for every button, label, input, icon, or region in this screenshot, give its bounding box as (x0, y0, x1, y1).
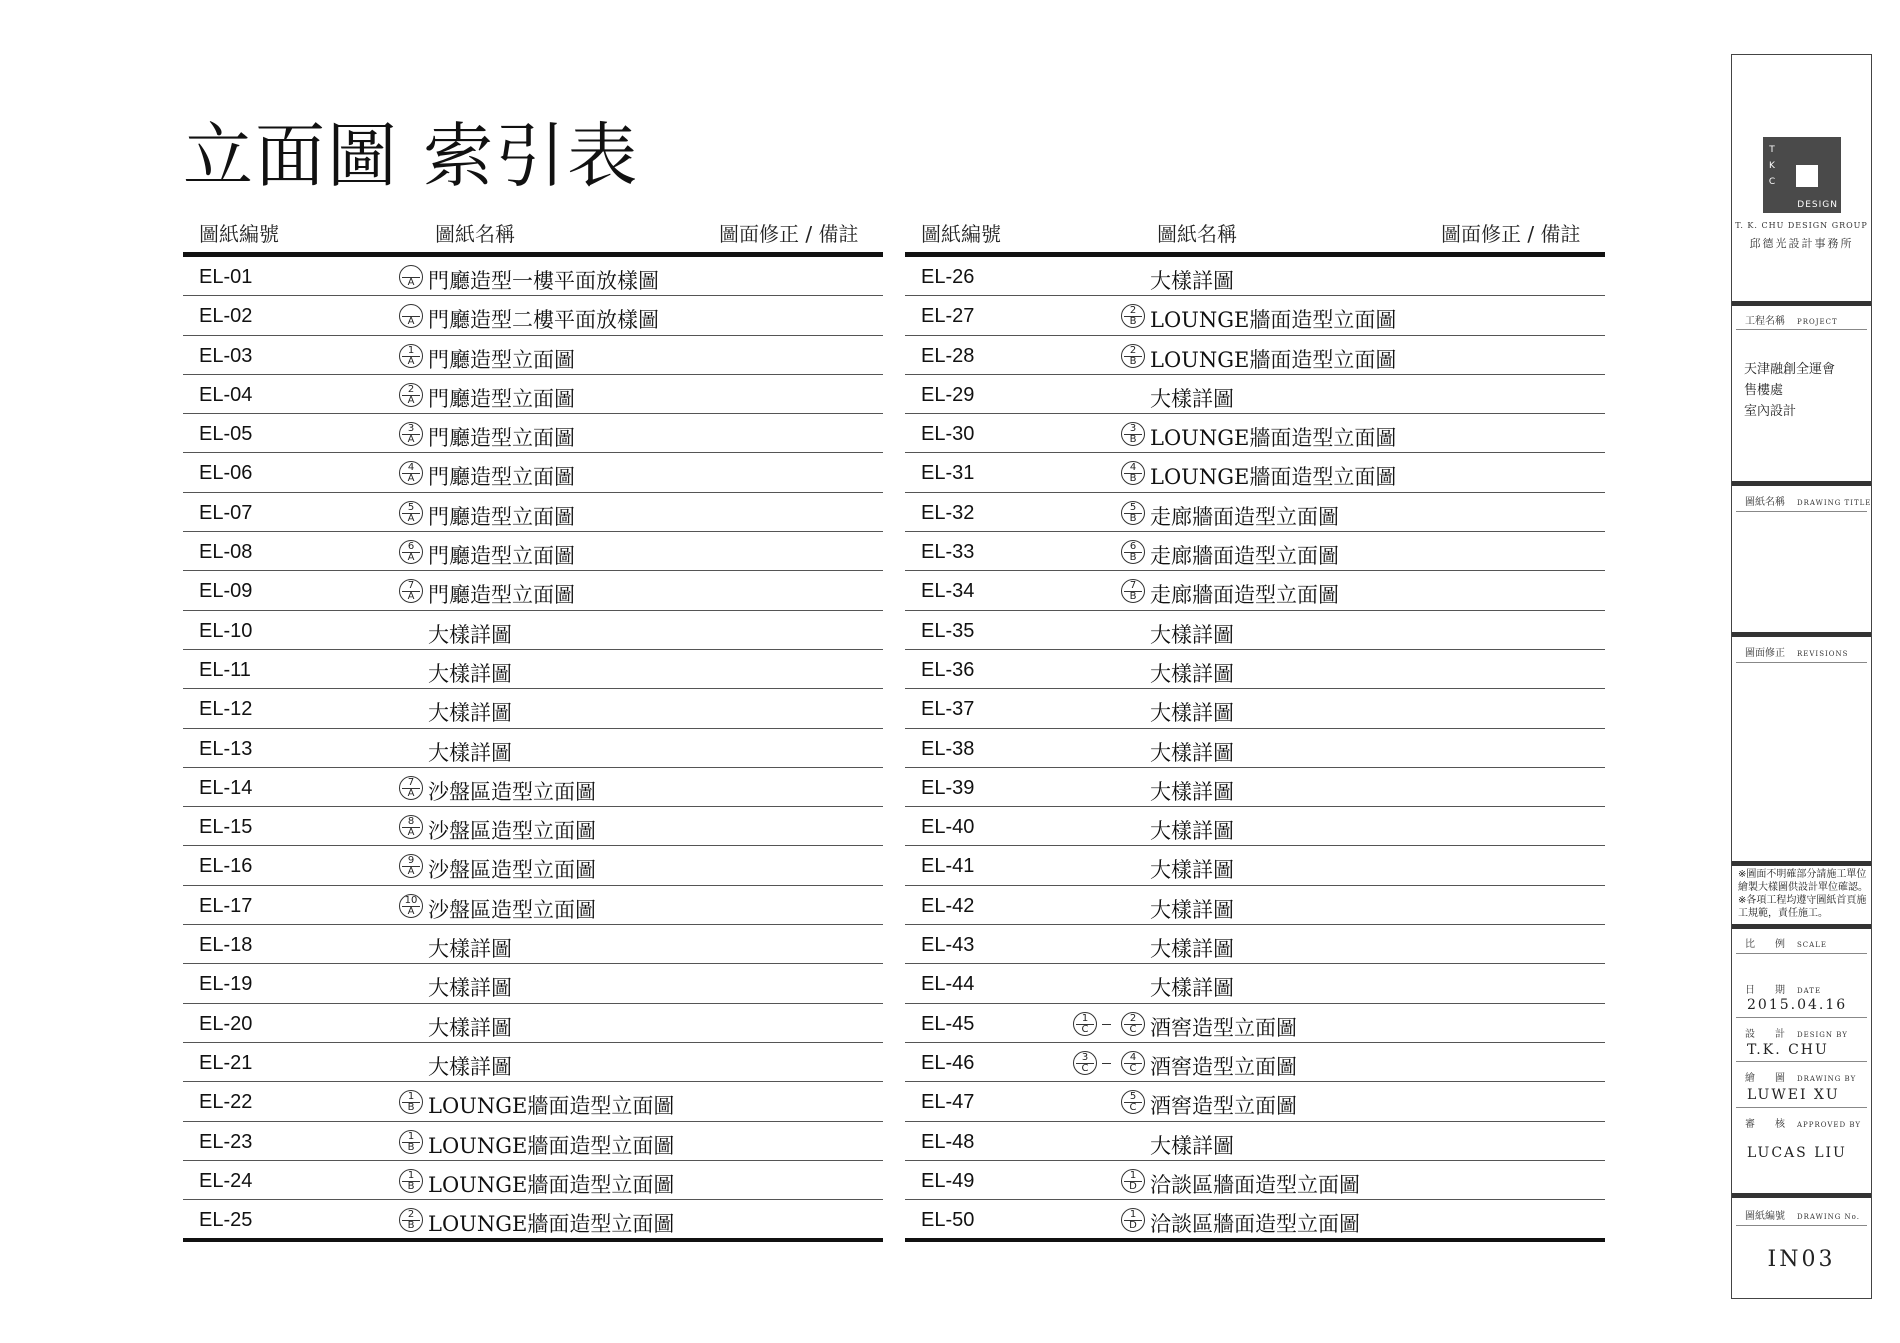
project-name: 天津融創全運會 售樓處 室內設計 (1744, 361, 1836, 418)
table-row (905, 886, 1605, 925)
table-row (183, 807, 883, 846)
elevation-marker-icon: 7 A (399, 579, 423, 603)
drawn-by-value: LUWEI XU (1747, 1087, 1840, 1103)
drawing-code: EL-31 (921, 462, 975, 485)
drawing-code: EL-11 (199, 658, 251, 681)
approved-by-value: LUCAS LIU (1747, 1145, 1847, 1161)
table-row (905, 336, 1605, 375)
table-row (183, 1043, 883, 1082)
general-notes: ※圖面不明確部分請施工單位 繪製大樣圖供設計單位確認。 ※各項工程均遵守圖紙首頁施 工規範，責任施工。 (1738, 869, 1868, 919)
drawing-code: EL-49 (921, 1169, 975, 1192)
table-row (905, 729, 1605, 768)
drawing-code: EL-42 (921, 894, 975, 917)
drawing-code: EL-39 (921, 776, 975, 799)
drawing-name: 大樣詳圖 (1150, 858, 1234, 883)
elevation-marker-icon: 6 A (399, 540, 423, 564)
elevation-marker-icon: 1 D (1121, 1208, 1145, 1232)
table-row (905, 1004, 1605, 1043)
company-logo (1732, 55, 1871, 303)
elevation-marker-icon: 1 B (399, 1130, 423, 1154)
drawing-code: EL-38 (921, 737, 975, 760)
table-row (183, 1161, 883, 1200)
elevation-marker-icon: 3 B (1121, 422, 1145, 446)
table-row (183, 375, 883, 414)
date-value: 2015.04.16 (1747, 997, 1848, 1013)
table-row (905, 257, 1605, 296)
drawing-name: 沙盤區造型立面圖 (428, 779, 596, 804)
logo-mark (1763, 137, 1841, 213)
date-label: 日 期 DATE (1745, 985, 1822, 996)
drawing-name: LOUNGE牆面造型立面圖 (1150, 347, 1397, 372)
drawing-name: 酒窖造型立面圖 (1150, 1015, 1297, 1040)
elevation-marker-icon: 1 C (1073, 1012, 1097, 1036)
elevation-marker-icon: 5 C (1121, 1090, 1145, 1114)
drawing-code: EL-44 (921, 973, 975, 996)
drawing-code: EL-43 (921, 934, 975, 957)
drawing-code: EL-14 (199, 776, 253, 799)
elevation-marker-icon: 4 A (399, 461, 423, 485)
range-dash (1102, 1024, 1111, 1025)
elevation-marker-icon: 1 D (1121, 1169, 1145, 1193)
drawing-code: EL-18 (199, 934, 253, 957)
logo-word: DESIGN (1797, 200, 1838, 210)
drawing-code: EL-48 (921, 1130, 975, 1153)
table-row (905, 650, 1605, 689)
logo-letters: TKC (1768, 145, 1776, 187)
elevation-marker-icon: 2 B (1121, 344, 1145, 368)
table-row (183, 1082, 883, 1121)
drawing-code: EL-20 (199, 1012, 253, 1035)
designer-value: T.K. CHU (1747, 1042, 1829, 1058)
drawing-code: EL-41 (921, 855, 975, 878)
drawing-name: 門廳造型立面圖 (428, 465, 575, 490)
table-row (905, 846, 1605, 885)
table-row (905, 611, 1605, 650)
drawing-code: EL-37 (921, 698, 975, 721)
elevation-marker-icon: A (399, 304, 423, 328)
elevation-marker-icon: 7 A (399, 776, 423, 800)
drawing-name: 大樣詳圖 (1150, 269, 1234, 293)
index-table-left (183, 212, 883, 1242)
drawing-code: EL-29 (921, 383, 975, 406)
header-drawing-name: 圖紙名稱 (435, 222, 515, 246)
drawing-number-label: 圖紙編號 DRAWING No. (1745, 1211, 1860, 1222)
drawing-name: LOUNGE牆面造型立面圖 (428, 1172, 675, 1197)
table-row (183, 1004, 883, 1043)
drawing-name: 酒窖造型立面圖 (1150, 1054, 1297, 1079)
elevation-marker-icon: A (399, 265, 423, 289)
index-table-right (905, 212, 1605, 1242)
drawing-code: EL-07 (199, 501, 253, 524)
approved-by-label: 審 核 APPROVED BY (1745, 1119, 1862, 1130)
elevation-marker-icon: 4 B (1121, 461, 1145, 485)
table-row (183, 729, 883, 768)
table-row (905, 768, 1605, 807)
company-name-cn: 邱德光設計事務所 (1749, 238, 1854, 250)
table-row (183, 453, 883, 492)
drawing-name: 走廊牆面造型立面圖 (1150, 583, 1339, 608)
drawing-code: EL-35 (921, 619, 975, 642)
drawing-name: 大樣詳圖 (428, 740, 512, 765)
table-row (183, 846, 883, 885)
drawing-name: 大樣詳圖 (428, 1054, 512, 1079)
table-row (905, 964, 1605, 1003)
elevation-marker-icon: 3 A (399, 422, 423, 446)
drawing-title-label: 圖紙名稱 DRAWING TITLE (1745, 497, 1872, 508)
drawing-name: 大樣詳圖 (1150, 779, 1234, 804)
table-row (183, 925, 883, 964)
title-block (1731, 54, 1872, 1299)
drawing-name: 沙盤區造型立面圖 (428, 819, 596, 844)
elevation-marker-icon: 9 A (399, 854, 423, 878)
drawing-code: EL-19 (199, 973, 253, 996)
drawing-name: 洽談區牆面造型立面圖 (1150, 1172, 1360, 1197)
drawing-code: EL-08 (199, 541, 253, 564)
drawing-code: EL-32 (921, 501, 975, 524)
elevation-marker-icon: 1 A (399, 344, 423, 368)
drawing-code: EL-27 (921, 305, 975, 328)
drawing-name: 大樣詳圖 (1150, 897, 1234, 922)
drawing-name: LOUNGE牆面造型立面圖 (428, 1212, 675, 1237)
table-body (905, 257, 1605, 1242)
drawing-name: 大樣詳圖 (1150, 937, 1234, 962)
table-row (183, 689, 883, 728)
table-row (905, 493, 1605, 532)
drawing-code: EL-34 (921, 580, 975, 603)
table-row (183, 611, 883, 650)
drawing-name: 大樣詳圖 (428, 976, 512, 1001)
drawing-code: EL-09 (199, 580, 253, 603)
drawing-code: EL-17 (199, 894, 253, 917)
elevation-marker-icon: 7 B (1121, 579, 1145, 603)
drawing-name: 門廳造型二樓平面放樣圖 (428, 308, 659, 333)
drawing-name: 洽談區牆面造型立面圖 (1150, 1212, 1360, 1237)
drawing-name: 酒窖造型立面圖 (1150, 1094, 1297, 1119)
table-row (183, 571, 883, 610)
drawing-name: 大樣詳圖 (1150, 386, 1234, 411)
drawing-name: 大樣詳圖 (428, 701, 512, 726)
drawing-name: 大樣詳圖 (1150, 622, 1234, 647)
range-dash (1102, 1063, 1111, 1064)
elevation-marker-icon: 1 B (399, 1090, 423, 1114)
drawing-name: 門廳造型立面圖 (428, 583, 575, 608)
drawing-code: EL-12 (199, 698, 253, 721)
drawing-code: EL-10 (199, 619, 253, 642)
drawing-code: EL-16 (199, 855, 253, 878)
table-header (905, 212, 1605, 257)
drawing-code: EL-22 (199, 1091, 253, 1114)
table-row (905, 453, 1605, 492)
drawing-name: LOUNGE牆面造型立面圖 (1150, 426, 1397, 451)
drawing-name: 沙盤區造型立面圖 (428, 858, 596, 883)
drawing-name: 大樣詳圖 (1150, 976, 1234, 1001)
drawing-code: EL-13 (199, 737, 253, 760)
drawing-code: EL-06 (199, 462, 253, 485)
table-row (905, 375, 1605, 414)
elevation-marker-icon: 2 B (399, 1208, 423, 1232)
drawing-code: EL-23 (199, 1130, 253, 1153)
drawing-code: EL-15 (199, 816, 253, 839)
table-row (183, 886, 883, 925)
drawing-name: LOUNGE牆面造型立面圖 (428, 1094, 675, 1119)
drawing-code: EL-45 (921, 1012, 975, 1035)
table-row (183, 1122, 883, 1161)
drawing-name: 門廳造型立面圖 (428, 426, 575, 451)
designer-label: 設 計 DESIGN BY (1745, 1029, 1848, 1040)
company-name-en: T. K. CHU DESIGN GROUP (1735, 221, 1868, 230)
table-row (183, 296, 883, 335)
revisions-label: 圖面修正 REVISIONS (1745, 648, 1849, 659)
drawing-code: EL-36 (921, 658, 975, 681)
drawing-name: 大樣詳圖 (428, 1015, 512, 1040)
header-drawing-name: 圖紙名稱 (1157, 222, 1237, 246)
drawing-code: EL-33 (921, 541, 975, 564)
header-revision-note: 圖面修正 / 備註 (719, 222, 859, 246)
drawing-name: LOUNGE牆面造型立面圖 (1150, 308, 1397, 333)
elevation-marker-icon: 10 A (399, 894, 423, 918)
table-row (905, 296, 1605, 335)
drawing-name: 大樣詳圖 (428, 937, 512, 962)
table-row (905, 1082, 1605, 1121)
elevation-marker-icon: 5 A (399, 501, 423, 525)
page-title: 立面圖 索引表 (183, 115, 640, 197)
table-row (183, 964, 883, 1003)
table-row (183, 414, 883, 453)
elevation-marker-icon: 1 B (399, 1169, 423, 1193)
drawing-name: 大樣詳圖 (1150, 661, 1234, 686)
table-row (183, 532, 883, 571)
drawing-code: EL-24 (199, 1169, 253, 1192)
table-row (905, 1161, 1605, 1200)
drawing-code: EL-05 (199, 423, 253, 446)
elevation-marker-icon: 6 B (1121, 540, 1145, 564)
drawing-code: EL-03 (199, 344, 253, 367)
elevation-marker-icon: 5 B (1121, 501, 1145, 525)
drawing-code: EL-28 (921, 344, 975, 367)
drawing-name: 大樣詳圖 (1150, 740, 1234, 765)
table-row (905, 1043, 1605, 1082)
drawing-code: EL-02 (199, 305, 253, 328)
scale-label: 比 例 SCALE (1745, 939, 1827, 950)
table-body (183, 257, 883, 1242)
header-drawing-number: 圖紙編號 (921, 222, 1001, 246)
table-row (905, 689, 1605, 728)
drawing-name: 大樣詳圖 (428, 661, 512, 686)
drawing-number-value: IN03 (1767, 1247, 1836, 1272)
table-row (905, 1200, 1605, 1242)
elevation-marker-icon: 3 C (1073, 1051, 1097, 1075)
drawing-code: EL-04 (199, 383, 253, 406)
drawing-code: EL-25 (199, 1209, 253, 1232)
table-row (183, 257, 883, 296)
elevation-marker-icon: 4 C (1121, 1051, 1145, 1075)
table-row (183, 768, 883, 807)
project-label: 工程名稱 PROJECT (1745, 316, 1838, 327)
drawing-code: EL-40 (921, 816, 975, 839)
table-row (905, 414, 1605, 453)
drawing-code: EL-50 (921, 1209, 975, 1232)
drawing-code: EL-26 (921, 266, 975, 288)
table-row (183, 1200, 883, 1242)
drawing-name: 門廳造型立面圖 (428, 386, 575, 411)
table-row (183, 493, 883, 532)
elevation-marker-icon: 2 C (1121, 1012, 1145, 1036)
elevation-marker-icon: 2 B (1121, 304, 1145, 328)
drawing-name: 沙盤區造型立面圖 (428, 897, 596, 922)
drawing-name: 走廊牆面造型立面圖 (1150, 544, 1339, 569)
drawing-code: EL-01 (199, 266, 253, 288)
drawing-name: 大樣詳圖 (1150, 819, 1234, 844)
elevation-marker-icon: 2 A (399, 383, 423, 407)
header-drawing-number: 圖紙編號 (199, 222, 279, 246)
drawing-code: EL-21 (199, 1051, 253, 1074)
table-row (905, 925, 1605, 964)
table-row (905, 807, 1605, 846)
drawing-name: LOUNGE牆面造型立面圖 (428, 1133, 675, 1158)
drawing-name: 門廳造型立面圖 (428, 544, 575, 569)
drawing-code: EL-30 (921, 423, 975, 446)
drawing-name: LOUNGE牆面造型立面圖 (1150, 465, 1397, 490)
elevation-marker-icon: 8 A (399, 815, 423, 839)
drawing-name: 大樣詳圖 (1150, 701, 1234, 726)
table-row (905, 1122, 1605, 1161)
table-row (183, 650, 883, 689)
drawing-name: 門廳造型立面圖 (428, 504, 575, 529)
table-row (183, 336, 883, 375)
drawing-name: 走廊牆面造型立面圖 (1150, 504, 1339, 529)
drawing-code: EL-47 (921, 1091, 975, 1114)
drawing-code: EL-46 (921, 1051, 975, 1074)
drawing-name: 門廳造型立面圖 (428, 347, 575, 372)
drawn-by-label: 繪 圖 DRAWING BY (1745, 1073, 1857, 1084)
header-revision-note: 圖面修正 / 備註 (1441, 222, 1581, 246)
table-row (905, 571, 1605, 610)
drawing-name: 大樣詳圖 (1150, 1133, 1234, 1158)
drawing-name: 門廳造型一樓平面放樣圖 (428, 269, 659, 293)
table-header (183, 212, 883, 257)
table-row (905, 532, 1605, 571)
drawing-name: 大樣詳圖 (428, 622, 512, 647)
